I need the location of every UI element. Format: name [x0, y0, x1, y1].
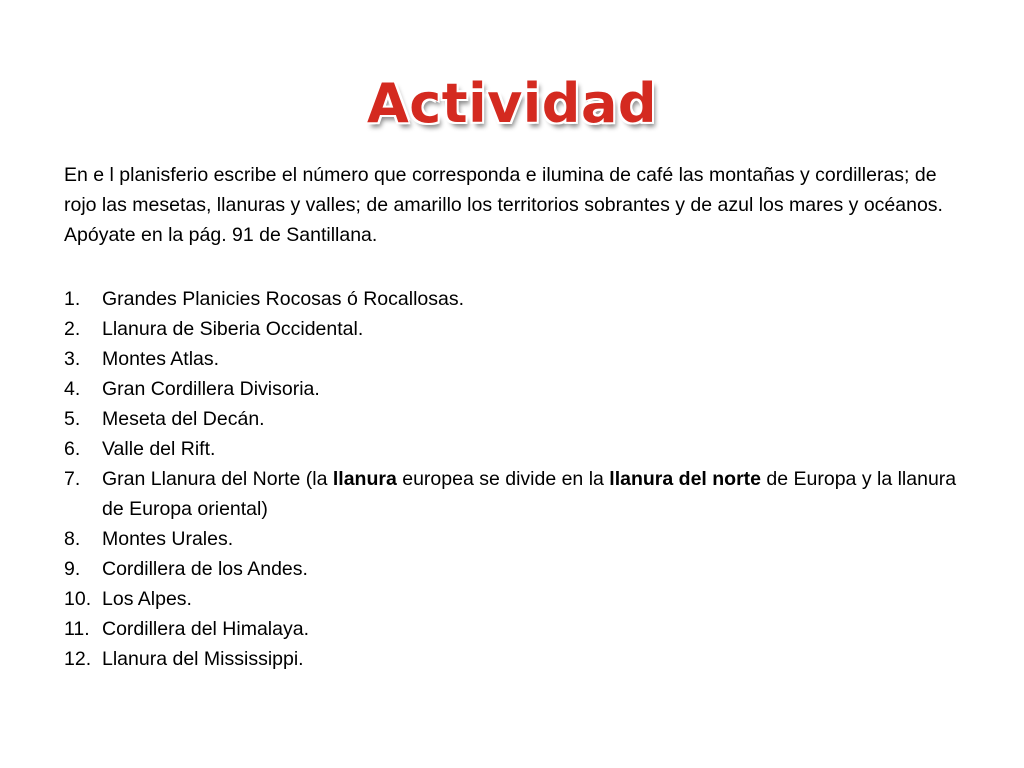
list-item-text: Llanura de Siberia Occidental.: [102, 318, 364, 340]
list-item-text: Cordillera del Himalaya.: [102, 618, 309, 640]
list-item: [64, 524, 964, 554]
list-item: [64, 464, 964, 524]
list-item-text: Meseta del Decán.: [102, 408, 265, 430]
list-item: [64, 554, 964, 584]
list-item: [64, 434, 964, 464]
page-title: Actividad: [366, 72, 658, 135]
bold-term-llanura: llanura: [332, 468, 397, 490]
list-item: [64, 374, 964, 404]
list-item-number: 9.: [64, 558, 81, 580]
list-item-text-part: de Europa y la llanura de Europa oriental): [102, 468, 957, 520]
list-item-text: Grandes Planicies Rocosas ó Rocallosas.: [102, 288, 465, 310]
list-item-text: [102, 468, 956, 520]
list-item-number: 3.: [64, 348, 81, 370]
list-item-text: Gran Cordillera Divisoria.: [102, 378, 320, 400]
bold-term-llanura-del-norte: llanura del norte: [609, 468, 761, 490]
list-item-number: 5.: [64, 408, 81, 430]
list-item-text: Llanura del Mississippi.: [102, 648, 304, 670]
list-item: [64, 614, 964, 644]
list-item-text: Montes Atlas.: [102, 348, 220, 370]
list-item-number: 6.: [64, 438, 81, 460]
list-item-number: 7.: [64, 468, 81, 490]
feature-list: [64, 284, 964, 674]
list-item-text-part: europea se divide en la: [396, 468, 610, 490]
list-item: [64, 644, 964, 674]
list-item-number: 2.: [64, 318, 81, 340]
list-item-number: 11.: [64, 618, 90, 640]
list-item-number: 10.: [64, 588, 92, 610]
list-item: [64, 314, 964, 344]
list-item: [64, 344, 964, 374]
instructions-paragraph: En e l planisferio escribe el número que corresponda e ilumina de café las montañas y cordilleras; de rojo las mesetas, llanuras y valles; de amarillo los territorios sobrantes y de azul los mares y océanos. Apóyate en la pág. 91 de Santillana.: [64, 164, 943, 246]
list-item-number: 1.: [64, 288, 81, 310]
list-item-number: 4.: [64, 378, 81, 400]
list-item-text: Montes Urales.: [102, 528, 234, 550]
list-item-text: Valle del Rift.: [102, 438, 216, 460]
list-item-number: 12.: [64, 648, 92, 670]
list-item-number: 8.: [64, 528, 81, 550]
list-item-text-part: Gran Llanura del Norte (la: [102, 468, 333, 490]
list-item: [64, 284, 964, 314]
list-item-text: Los Alpes.: [102, 588, 192, 610]
list-item: [64, 404, 964, 434]
list-item: [64, 584, 964, 614]
list-item-text: Cordillera de los Andes.: [102, 558, 308, 580]
